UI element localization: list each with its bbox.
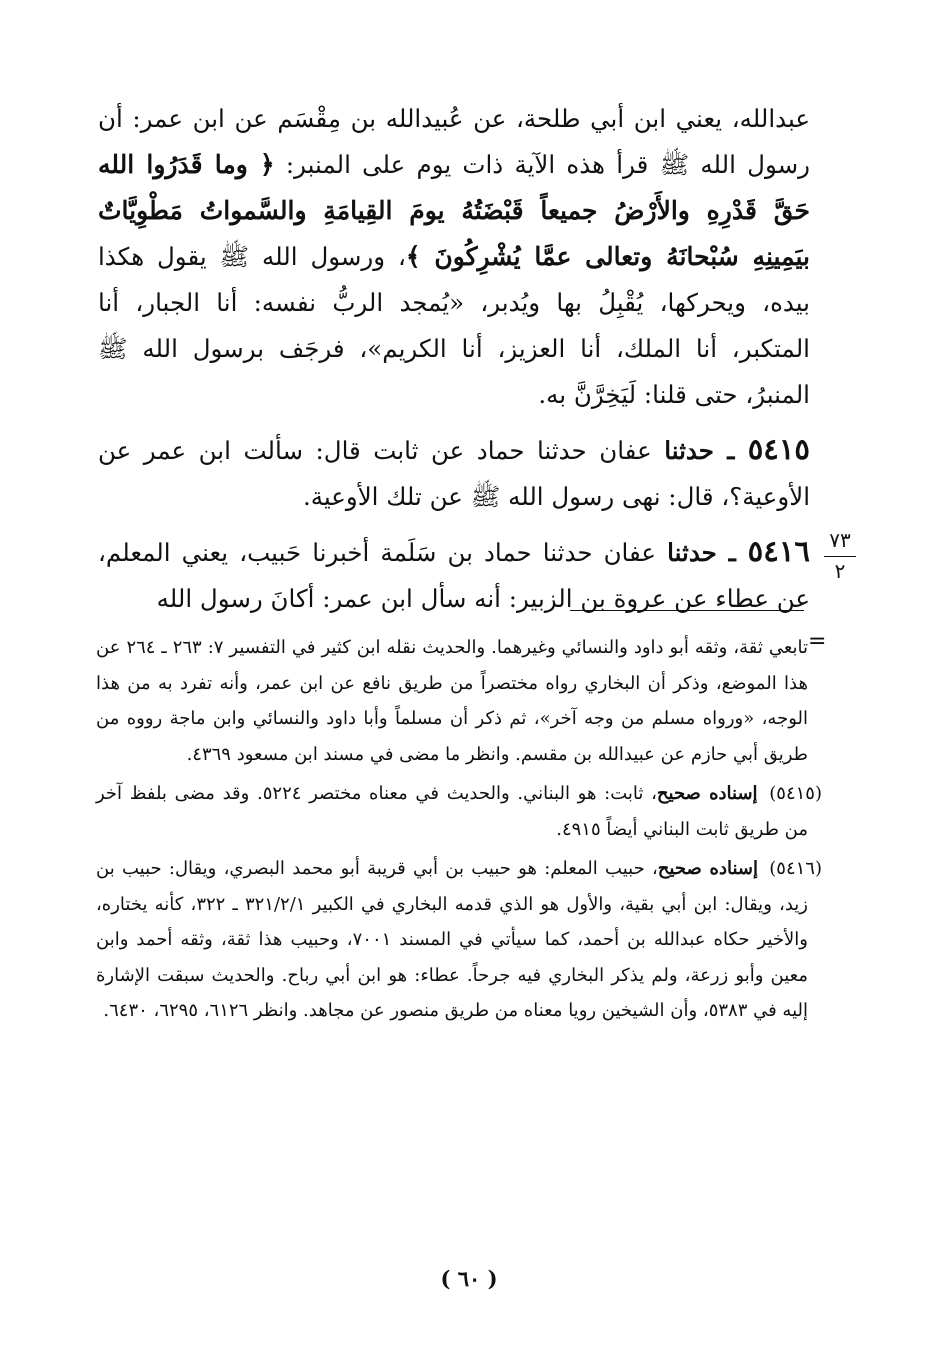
footnote-keyword: إسناده صحيح	[657, 858, 758, 879]
footnotes	[96, 630, 822, 1033]
footnote-number: (٥٤١٦)	[769, 858, 822, 879]
footnote-number: (٥٤١٥)	[769, 783, 822, 804]
footnote-continuation: تابعي ثقة، وثقه أبو داود والنسائي وغيرهما. والحديث نقله ابن كثير في التفسير ٧: ٢٦٣ ـ ٢٦٤ عن هذا الموضع، وذكر أن البخاري رواه مختصراً من طريق نافع عن ابن عمر، وأنه تفرد به من هذا الوجه، «ورواه مسلم من وجه آخر»، ثم ذكر أن مسلماً وأبا داود والنسائي وابن ماجة رووه من طريق أبي حازم عن عبيدالله بن مقسم. وانظر ما مضى في مسند ابن مسعود ٤٣٦٩.	[96, 637, 809, 765]
margin-reference-divider	[824, 556, 856, 557]
hadith-keyword: حدثنا	[667, 538, 717, 567]
hadith-dash: ـ	[716, 538, 748, 567]
footnote-5416	[96, 851, 822, 1029]
paragraph-5414-continuation	[98, 96, 810, 418]
footnote-separator	[570, 610, 804, 611]
paragraph-text-b: ، ورسول الله ﷺ يقول هكذا بيده، ويحركها، يُقْبِلُ بها ويُدبر، «يُمجد الربُّ نفسه: أنا الجبار، أنا المتكبر، أنا الملك، أنا العزيز، أنا الكريم»، فرجَف برسول الله ﷺ المنبرُ، حتى قلنا: لَيَخِرَّنَّ به.	[98, 242, 810, 409]
footnote-keyword: إسناده صحيح	[656, 783, 758, 804]
margin-reference-volume: ٧٣	[829, 528, 851, 552]
paragraph-text-a: عبدالله، يعني ابن أبي طلحة، عن عُبيدالله بن مِقْسَم عن ابن عمر: أن رسول الله ﷺ قرأ هذه الآية ذات يوم على المنبر:	[98, 104, 810, 179]
margin-reference	[818, 528, 862, 583]
continuation-mark: =	[808, 629, 827, 654]
hadith-text: عفان حدثنا حماد عن ثابت قال: سألت ابن عمر عن الأوعية؟، قال: نهى رسول الله ﷺ عن تلك الأوعية.	[98, 436, 810, 511]
hadith-dash: ـ	[713, 436, 748, 465]
footnote-text: ، حبيب المعلم: هو حبيب بن أبي قريبة أبو محمد البصري، ويقال: حبيب بن زيد، ويقال: ابن أبي بقية، والأول هو الذي قدمه البخاري في الكبير ٣٢١/٢/١ ـ ٣٢٢، كأنه يختاره، والأخير حكاه عبدالله بن أحمد، كما سيأتي في المسند ٧٠٠١، وحبيب هذا ثقة، وثقه أحمد وابن معين وأبو زرعة، ولم يذكر البخاري فيه جرحاً. عطاء: هو ابن أبي رباح. والحديث سبقت الإشارة إليه في ٥٣٨٣، وأن الشيخين رويا معناه من طريق منصور عن مجاهد. وانظر ٦١٢٦، ٦٢٩٥، ٦٤٣٠.	[96, 858, 809, 1021]
hadith-5415	[98, 426, 810, 520]
hadith-text: عفان حدثنا حماد بن سَلَمة أخبرنا حَبيب، يعني المعلم، عن عطاء عن عروة بن الزبير: أنه سأل ابن عمر: أكانَ رسول الله	[98, 538, 810, 613]
page-number: ( ٦٠ )	[440, 1266, 498, 1291]
hadith-keyword: حدثنا	[664, 436, 714, 465]
footnote-text: ، ثابت: هو البناني. والحديث في معناه مختصر ٥٢٢٤. وقد مضى بلفظ آخر من طريق ثابت البناني أيضاً ٤٩١٥.	[96, 783, 808, 840]
margin-reference-part: ٢	[834, 559, 846, 583]
footnote-5415	[96, 776, 822, 847]
hadith-number: ٥٤١٦	[747, 534, 810, 568]
hadith-number: ٥٤١٥	[747, 432, 810, 466]
hadith-5416	[98, 528, 810, 622]
quran-verse: ﴿ وما قَدَرُوا الله حَقَّ قَدْرِهِ والأَرْضُ جميعاً قَبْضَتُهُ يومَ القِيامَةِ والسَّمواتُ مَطْوِيَّاتٌ بيَمِينِهِ سُبْحانَهُ وتعالى عمَّا يُشْرِكُونَ ﴾	[98, 150, 810, 271]
main-text	[98, 96, 810, 630]
